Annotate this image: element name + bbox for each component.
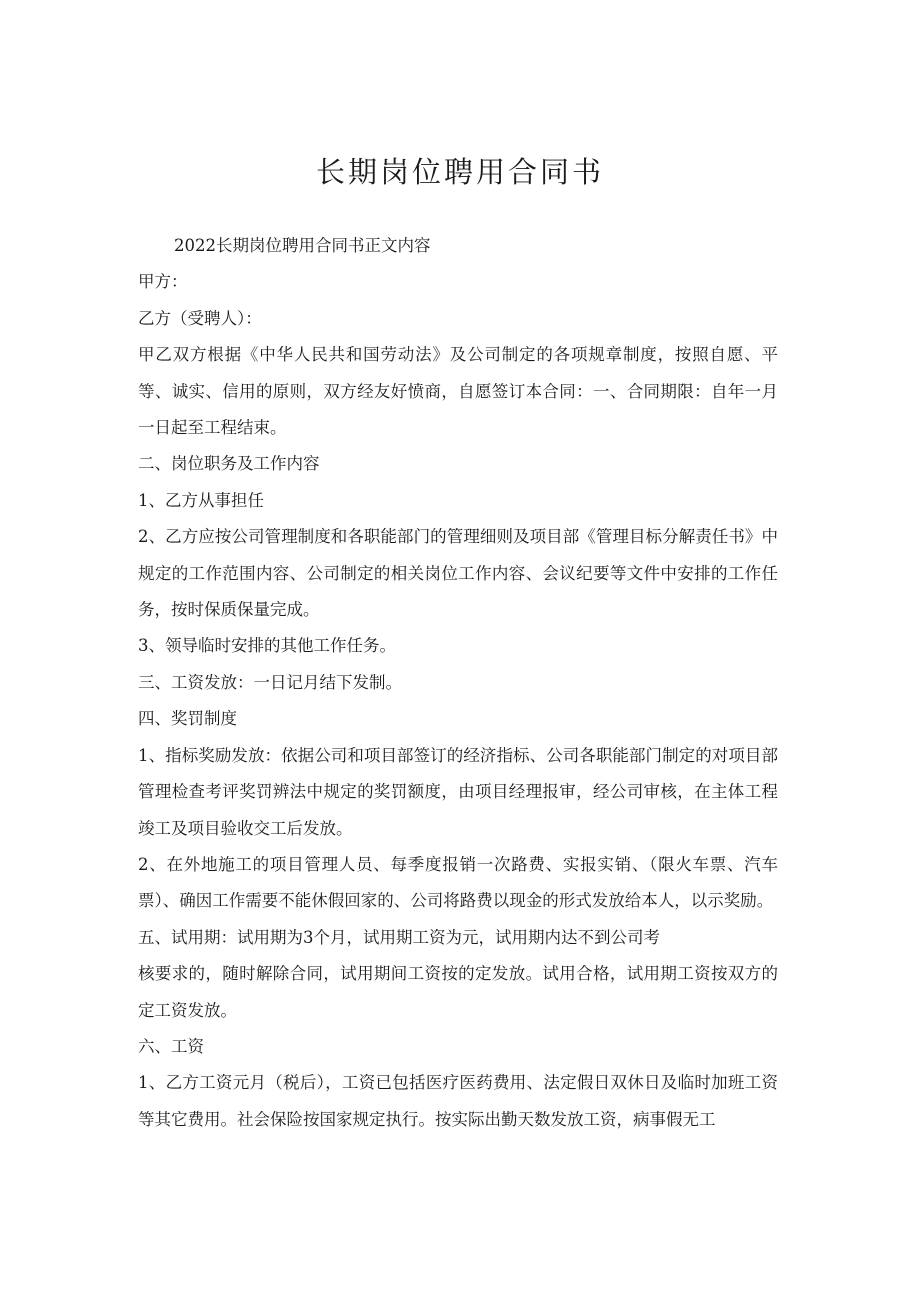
- section-heading-rewards: 四、奖罚制度: [138, 709, 237, 729]
- paragraph-party-b: 乙方（受聘人）：: [138, 308, 262, 328]
- paragraph-subtitle: 2022长期岗位聘用合同书正文内容: [174, 236, 431, 255]
- paragraph-probation: 五、试用期：试用期为3个月，试用期工资为元，试用期内达不到公司考: [138, 927, 660, 947]
- paragraph-salary-1: 1、乙方工资元月（税后），工资已包括医疗医药费用、法定假日双休日及临时加班工资等其它费用。社会保险按国家规定执行。按实际出勤天数发放工资，病事假无工: [138, 1073, 778, 1129]
- paragraph-reward-2: 2、在外地施工的项目管理人员、每季度报销一次路费、实报实销、（限火车票、汽车票）、确因工作需要不能休假回家的、公司将路费以现金的形式发放给本人，以示奖励。: [138, 854, 778, 911]
- section-heading-duties: 二、岗位职务及工作内容: [138, 454, 320, 474]
- paragraph-duty-3: 3、领导临时安排的其他工作任务。: [138, 636, 396, 656]
- section-heading-salary: 六、工资: [138, 1036, 204, 1056]
- paragraph-preamble: 甲乙双方根据《中华人民共和国劳动法》及公司制定的各项规章制度，按照自愿、平等、诚实、信用的原则，双方经友好愤商，自愿签订本合同：一、合同期限：自年一月一日起至工程结束。: [138, 345, 778, 438]
- document-body: [138, 228, 778, 1138]
- document-title: 长期岗位聘用合同书: [315, 155, 604, 189]
- section-heading-payment: 三、工资发放：一日记月结下发制。: [138, 672, 402, 692]
- paragraph-party-a: 甲方：: [138, 272, 188, 292]
- paragraph-reward-1: 1、指标奖励发放：依据公司和项目部签订的经济指标、公司各职能部门制定的对项目部管理检查考评奖罚辨法中规定的奖罚额度，由项目经理报审，经公司审核，在主体工程竣工及项目验收交工后发放。: [138, 745, 778, 838]
- paragraph-duty-2: 2、乙方应按公司管理制度和各职能部门的管理细则及项目部《管理目标分解责任书》中规定的工作范围内容、公司制定的相关岗位工作内容、会议纪要等文件中安排的工作任务，按时保质保量完成。: [138, 527, 778, 620]
- paragraph-probation-cont: 核要求的，随时解除合同，试用期间工资按的定发放。试用合格，试用期工资按双方的定工资发放。: [138, 964, 778, 1020]
- paragraph-duty-1: 1、乙方从事担任: [138, 490, 264, 510]
